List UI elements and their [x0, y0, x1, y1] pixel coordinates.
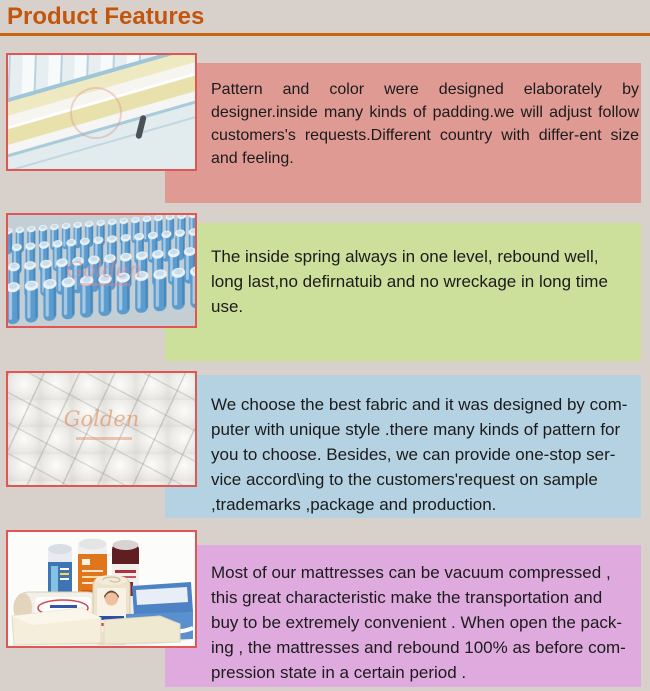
feature-text-packing: Most of our mattresses can be vacuum compressed , this great characteristic make the transportation and buy to be extremely convenient . When open the pack-ing , the mattresses and rebound 100% as before com-pression state in a certain period . — [211, 563, 626, 682]
watermark-subtext-bar — [76, 437, 132, 440]
golden-watermark: Golden — [66, 258, 142, 282]
feature-text-spring: The inside spring always in one level, rebound well, long last,no defirnatuib and no wreckage in long time use. — [211, 247, 608, 316]
quilted-fabric-art — [8, 373, 195, 485]
page-title: Product Features — [7, 3, 205, 30]
title-underline — [0, 33, 650, 36]
feature-text-box-packing — [165, 545, 641, 687]
watermark-subtext-bar — [78, 283, 130, 286]
feature-text-padding: Pattern and color were designed elaborately by designer.inside many kinds of padding.we will adjust follow customers's requests.Different country with differ-ent size and feeling. — [211, 81, 639, 167]
vacuum-packaging-photo — [6, 530, 197, 648]
mattress-layers-art — [8, 55, 195, 169]
feature-text-box-padding — [165, 63, 641, 203]
feature-text-box-spring — [165, 223, 641, 361]
golden-watermark: Golden — [63, 407, 140, 431]
vacuum-packaging-art — [8, 532, 195, 646]
feature-text-fabric: We choose the best fabric and it was designed by com-puter with unique style .there many kinds of pattern for you to choose. Besides, we can provide one-stop ser-vice accord\ing to the customers'request on sample ,trademarks ,package and production. — [211, 395, 628, 514]
mattress-layers-photo — [6, 53, 197, 171]
pocket-springs-photo — [6, 213, 197, 328]
pocket-springs-art — [8, 215, 195, 326]
feature-text-box-fabric — [165, 375, 641, 518]
quilted-fabric-photo — [6, 371, 197, 487]
